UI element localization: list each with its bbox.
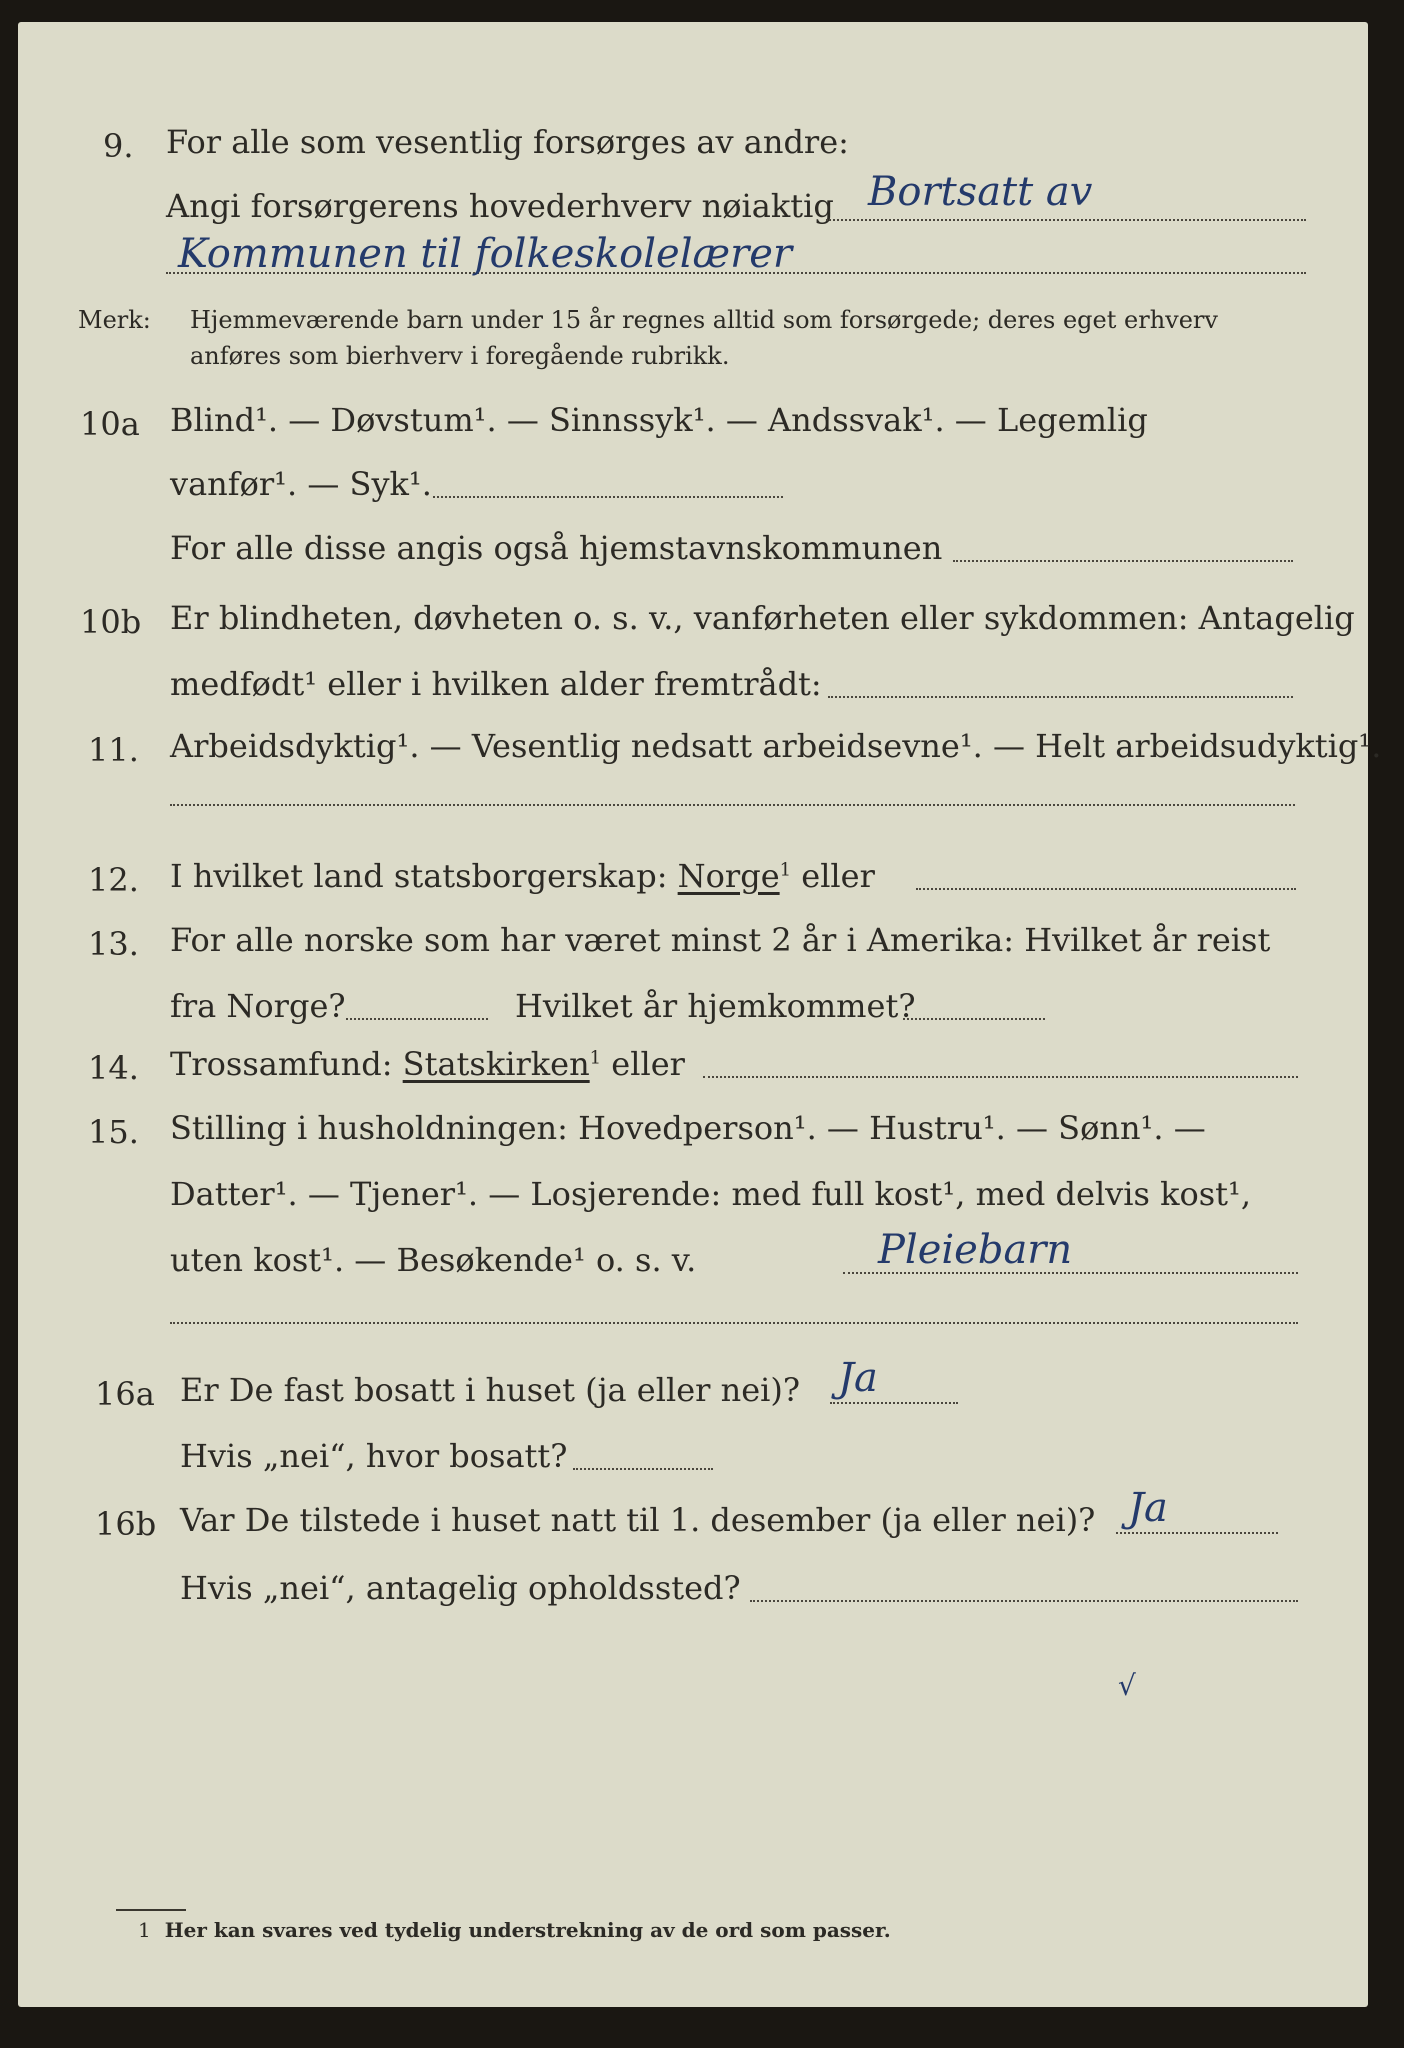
q10a-number: 10a: [80, 405, 140, 443]
q14-line: [170, 1045, 685, 1083]
q16b-opholdssted-line: [750, 1600, 1298, 1602]
q9-number: 9.: [103, 127, 134, 165]
q15-line3: uten kost¹. — Besøkende¹ o. s. v.: [170, 1241, 697, 1279]
q14-question: Trossamfund:: [170, 1045, 393, 1083]
q16b-line1: Var De tilstede i huset natt til 1. desember (ja eller nei)?: [180, 1501, 1096, 1539]
census-form-page: [18, 22, 1382, 2007]
footnote-marker: 1: [138, 1918, 151, 1942]
q9-handwritten-answer-2: Kommunen til folkeskolelærer: [178, 231, 793, 277]
q12-line: [170, 857, 875, 895]
q16a-bosatt-line: [573, 1468, 713, 1470]
q12-number: 12.: [88, 861, 139, 899]
q10a-line2: vanfør¹. — Syk¹.: [170, 465, 432, 503]
q10b-answer-line: [828, 696, 1293, 698]
q12-answer-line: [916, 888, 1296, 890]
q16b-line2: Hvis „nei“, antagelig opholdssted?: [180, 1569, 741, 1607]
q9-answer-line1: [826, 219, 1306, 221]
q16b-handwritten-answer: Ja: [1128, 1485, 1168, 1531]
q12-underlined-option: Norge: [677, 857, 780, 895]
q13-line1: For alle norske som har været minst 2 år i Amerika: Hvilket år reist: [170, 921, 1271, 959]
q10a-answer-line: [433, 496, 783, 498]
q15-handwritten-answer: Pleiebarn: [878, 1227, 1073, 1273]
q12-eller: eller: [801, 857, 875, 895]
q16a-handwritten-answer: Ja: [838, 1355, 878, 1401]
q12-footnote-mark: 1: [779, 859, 792, 881]
q10a-line1: Blind¹. — Døvstum¹. — Sinnssyk¹. — Andssvak¹. — Legemlig: [170, 401, 1148, 439]
q14-eller: eller: [611, 1045, 685, 1083]
q14-answer-line: [703, 1076, 1298, 1078]
q10a-line3: For alle disse angis også hjemstavnskommunen: [170, 529, 943, 567]
q14-footnote-mark: 1: [589, 1047, 602, 1069]
q15-number: 15.: [88, 1113, 139, 1151]
q9-line2: Angi forsørgerens hovederhverv nøiaktig: [166, 187, 834, 225]
q16a-line2: Hvis „nei“, hvor bosatt?: [180, 1437, 568, 1475]
footnote-rule: [116, 1909, 186, 1911]
q10b-line2: medfødt¹ eller i hvilken alder fremtrådt:: [170, 665, 822, 703]
q12-question: I hvilket land statsborgerskap:: [170, 857, 668, 895]
q13-number: 13.: [88, 925, 139, 963]
footnote-text: Her kan svares ved tydelig understrekning av de ord som passer.: [164, 1918, 891, 1942]
q16a-answer-line: [830, 1402, 958, 1404]
q16a-number: 16a: [95, 1375, 155, 1413]
q15-line2: Datter¹. — Tjener¹. — Losjerende: med full kost¹, med delvis kost¹,: [170, 1175, 1252, 1213]
q16b-number: 16b: [95, 1505, 157, 1543]
q14-underlined-option: Statskirken: [402, 1045, 590, 1083]
q9-handwritten-answer-1: Bortsatt av: [868, 169, 1093, 215]
q16a-line1: Er De fast bosatt i huset (ja eller nei)?: [180, 1371, 801, 1409]
q10b-number: 10b: [80, 603, 142, 641]
footnote: [138, 1920, 891, 1940]
q15-extra-line: [170, 1322, 1298, 1324]
q9-line1: For alle som vesentlig forsørges av andre:: [166, 123, 849, 161]
q15-line1: Stilling i husholdningen: Hovedperson¹. — Hustru¹. — Sønn¹. —: [170, 1109, 1206, 1147]
handwritten-checkmark: √: [1118, 1669, 1136, 1702]
q13-reist-line: [346, 1018, 488, 1020]
q13-hjemkommet-line: [903, 1018, 1045, 1020]
q10a-hometown-line: [953, 560, 1293, 562]
merk-line1: Hjemmeværende barn under 15 år regnes alltid som forsørgede; deres eget erhverv: [190, 306, 1218, 334]
q16b-answer-line: [1116, 1532, 1278, 1534]
q11-number: 11.: [88, 731, 139, 769]
merk-line2: anføres som bierhverv i foregående rubrikk.: [190, 342, 730, 370]
q10b-line1: Er blindheten, døvheten o. s. v., vanførheten eller sykdommen: Antagelig: [170, 599, 1355, 637]
q14-number: 14.: [88, 1049, 139, 1087]
q13-line2b: Hvilket år hjemkommet?: [515, 987, 916, 1025]
q11-line1: Arbeidsdyktig¹. — Vesentlig nedsatt arbeidsevne¹. — Helt arbeidsudyktig¹.: [170, 727, 1382, 765]
merk-label: Merk:: [78, 306, 151, 334]
q11-answer-line: [170, 804, 1295, 806]
q13-line2a: fra Norge?: [170, 987, 346, 1025]
